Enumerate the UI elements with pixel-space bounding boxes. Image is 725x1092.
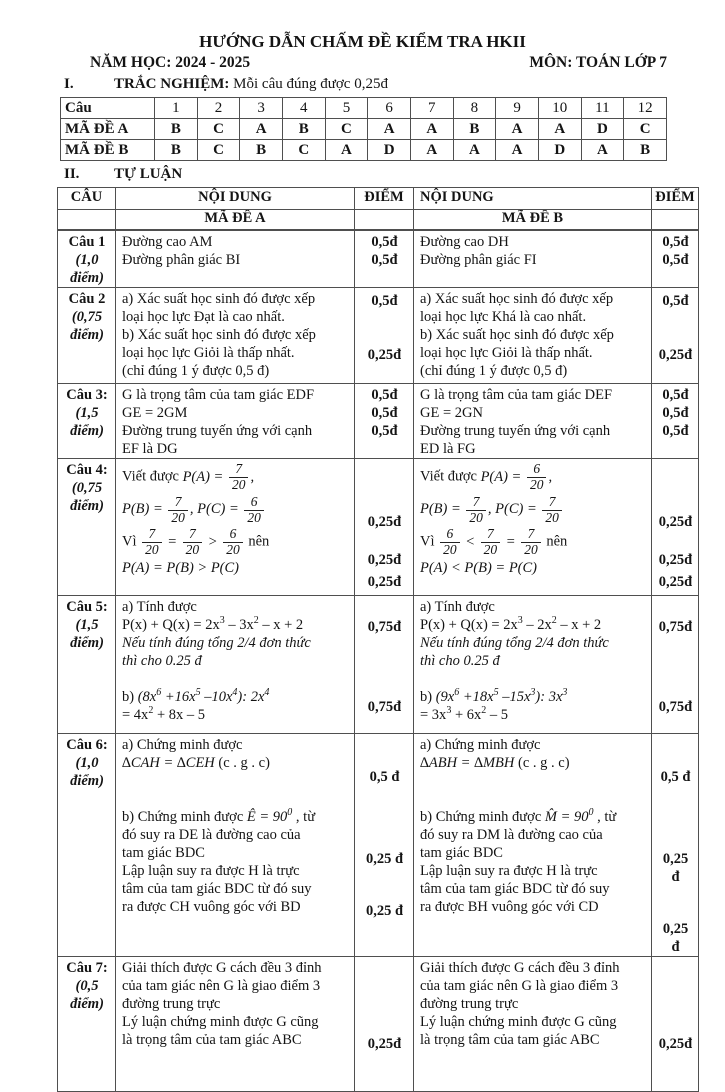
section-essay-heading	[64, 164, 725, 184]
score-value: 0,5đ	[371, 423, 398, 439]
score-a	[355, 384, 414, 459]
text-line: Câu 5:	[66, 599, 108, 615]
text-line: loại học lực Đạt là cao nhất.	[122, 309, 285, 325]
text-line	[420, 670, 646, 688]
score-value: 0,25 đ	[365, 851, 404, 867]
text-line: b) Xác suất học sinh đó được xếp	[122, 327, 316, 343]
text-line: a) Xác suất học sinh đó được xếp	[420, 291, 614, 307]
text-line: b) ($9x^6 +18x^5$ $-15x^3$): $3x^3$	[420, 687, 568, 705]
text-line: P(B) = $\frac{7}{20}$ , P(C) = $\frac{7}{20}$	[420, 494, 646, 527]
score-b	[652, 596, 699, 734]
empty-cell	[58, 210, 116, 231]
text-line: đường trung trực	[420, 996, 519, 1012]
score-a	[355, 230, 414, 288]
mc-cell: 2	[197, 98, 240, 119]
text-line: thì cho 0.25 đ	[420, 653, 500, 669]
answer-content-b	[414, 734, 652, 957]
score-value: 0,5đ	[662, 234, 689, 250]
text-line	[420, 790, 646, 808]
answer-content-b	[414, 459, 652, 596]
mc-cell: 8	[453, 98, 496, 119]
answer-content-a	[116, 288, 355, 384]
score-value: 0,5đ	[662, 387, 689, 403]
answer-content-b	[414, 384, 652, 459]
question-label	[58, 288, 116, 384]
text-line: tâm của tam giác BDC từ đó suy	[420, 881, 610, 897]
mc-cell: A	[581, 140, 624, 161]
section-title: TỰ LUẬN	[114, 166, 183, 182]
essay-header-score-b: ĐIỂM	[652, 188, 699, 210]
score-value: 0,25đ	[367, 574, 402, 590]
text-line: loại học lực Khá là cao nhất.	[420, 309, 587, 325]
answer-content-b	[414, 230, 652, 288]
score-a	[355, 957, 414, 1092]
essay-row-cau6	[58, 734, 699, 957]
text-line: Câu 6:	[66, 737, 108, 753]
text-line: tam giác BDC	[122, 845, 205, 861]
text-line: Lập luận suy ra được H là trực	[122, 863, 300, 879]
text-line: Đường trung tuyến ứng với cạnh	[122, 423, 313, 439]
mc-cell: 7	[410, 98, 453, 119]
mc-cell: A	[496, 140, 539, 161]
question-label	[58, 459, 116, 596]
text-line: b) Chứng minh được M̂ = $90^0$ , từ	[420, 807, 617, 825]
score-a	[355, 734, 414, 957]
text-line: P(B) = $\frac{7}{20}$ , P(C) = $\frac{6}{20}$	[122, 494, 349, 527]
score-a	[355, 288, 414, 384]
score-value: 0,5đ	[662, 423, 689, 439]
score-value: 0,5đ	[662, 405, 689, 421]
essay-code-b-label: MÃ ĐỀ B	[414, 210, 652, 231]
text-line: điểm)	[70, 498, 104, 514]
score-a	[355, 459, 414, 596]
text-line: = $3x^3 + 6x^2 - 5$	[420, 705, 508, 723]
text-line: Giải thích được G cách đều 3 đỉnh	[420, 960, 620, 976]
text-line: Câu 1	[68, 234, 106, 250]
text-line: (1,0	[75, 252, 99, 268]
text-line: (1,5	[75, 405, 99, 421]
mc-cell: C	[624, 119, 667, 140]
score-value: 0,5đ	[662, 252, 689, 268]
text-line: Đường cao AM	[122, 234, 213, 250]
text-line: của tam giác nên G là giao điểm 3	[420, 978, 619, 994]
text-line: ra được BH vuông góc với CD	[420, 899, 599, 915]
school-year: NĂM HỌC: 2024 - 2025	[90, 54, 251, 71]
text-line: của tam giác nên G là giao điểm 3	[122, 978, 321, 994]
score-b	[652, 957, 699, 1092]
score-value: 0,25đ	[367, 552, 402, 568]
mc-cell: B	[155, 140, 198, 161]
score-value: 0,25 đ	[662, 851, 689, 885]
score-value: 0,25đ	[367, 514, 402, 530]
text-line: điểm)	[70, 635, 104, 651]
text-line: Câu 7:	[66, 960, 108, 976]
mc-cell: 4	[282, 98, 325, 119]
text-line: Nếu tính đúng tổng 2/4 đơn thức	[420, 635, 609, 651]
question-label	[58, 230, 116, 288]
score-value: 0,25đ	[658, 552, 693, 568]
text-line	[420, 772, 646, 790]
score-value: 0,25đ	[658, 514, 693, 530]
text-line: thì cho 0.25 đ	[122, 653, 202, 669]
essay-row-cau2	[58, 288, 699, 384]
mc-cell: C	[197, 140, 240, 161]
text-line: Lý luận chứng minh được G cũng	[420, 1014, 617, 1030]
text-line: a) Chứng minh được	[420, 737, 541, 753]
multiple-choice-table	[60, 97, 667, 161]
text-line: a) Tính được	[122, 599, 197, 615]
text-line: (1,0	[75, 755, 99, 771]
text-line: (1,5	[75, 617, 99, 633]
text-line: ∆CAH = ∆CEH (c . g . c)	[122, 755, 270, 771]
text-line: Câu 4:	[66, 462, 108, 478]
essay-code-a-label: MÃ ĐỀ A	[116, 210, 355, 231]
text-line: Vì $\frac{6}{20}$ < $\frac{7}{20}$ = $\frac{7}{20}$ nên	[420, 526, 568, 558]
text-line: điểm)	[70, 423, 104, 439]
mc-question-numbers-row	[61, 98, 667, 119]
mc-cell: 6	[368, 98, 411, 119]
mc-code-b-label: MÃ ĐỀ B	[61, 140, 155, 161]
text-line: EF là DG	[122, 441, 178, 457]
text-line	[122, 670, 349, 688]
text-line: Vì $\frac{7}{20}$ = $\frac{7}{20}$ > $\frac{6}{20}$ nên	[122, 526, 270, 558]
section-number: I.	[64, 76, 74, 92]
text-line	[122, 772, 349, 790]
score-b	[652, 384, 699, 459]
score-value: 0,25đ	[367, 347, 402, 363]
score-value: 0,25 đ	[662, 921, 689, 955]
mc-cell: 3	[240, 98, 283, 119]
mc-cell: D	[581, 119, 624, 140]
text-line: Giải thích được G cách đều 3 đỉnh	[122, 960, 322, 976]
text-line: Viết được P(A) = $\frac{6}{20}$ ,	[420, 461, 553, 492]
subheader	[90, 53, 667, 73]
section-note: Mỗi câu đúng được 0,25đ	[229, 76, 388, 92]
mc-cell: C	[282, 140, 325, 161]
mc-cell: A	[538, 119, 581, 140]
text-line: Lý luận chứng minh được G cũng	[122, 1014, 319, 1030]
score-b	[652, 734, 699, 957]
mc-cell: D	[538, 140, 581, 161]
text-line: b) ($8x^6 +16x^5$ $-10x^4$): $2x^4$	[122, 687, 270, 705]
text-line: G là trọng tâm của tam giác DEF	[420, 387, 613, 403]
essay-header-row	[58, 188, 699, 210]
text-line: Viết được P(A) = $\frac{7}{20}$ ,	[122, 461, 255, 492]
text-line: GE = 2GM	[122, 405, 188, 421]
mc-cell: B	[240, 140, 283, 161]
text-line: a) Xác suất học sinh đó được xếp	[122, 291, 316, 307]
text-line: P(A) < P(B) = P(C)	[420, 560, 537, 577]
text-line: GE = 2GN	[420, 405, 483, 421]
mc-cell: A	[453, 140, 496, 161]
text-line	[122, 790, 349, 808]
essay-table	[57, 187, 699, 1092]
answer-content-b	[414, 288, 652, 384]
mc-cell: A	[496, 119, 539, 140]
text-line: loại học lực Giỏi là thấp nhất.	[420, 345, 593, 361]
subject: MÔN: TOÁN LỚP 7	[529, 54, 667, 71]
text-line: ra được CH vuông góc với BD	[122, 899, 301, 915]
text-line: là trọng tâm của tam giác ABC	[122, 1032, 302, 1048]
score-value: 0,25đ	[658, 574, 693, 590]
score-value: 0,5đ	[371, 405, 398, 421]
answer-content-a	[116, 230, 355, 288]
text-line: điểm)	[70, 270, 104, 286]
mc-cell: B	[453, 119, 496, 140]
document-title: HƯỚNG DẪN CHẤM ĐỀ KIỂM TRA HKII	[199, 32, 526, 51]
section-number: II.	[64, 166, 80, 182]
text-line: tam giác BDC	[420, 845, 503, 861]
text-line: Nếu tính đúng tổng 2/4 đơn thức	[122, 635, 311, 651]
mc-code-a-row	[61, 119, 667, 140]
answer-content-a	[116, 384, 355, 459]
section-multiple-choice-heading	[64, 74, 725, 94]
question-label	[58, 596, 116, 734]
answer-content-a	[116, 459, 355, 596]
text-line: đó suy ra DM là đường cao của	[420, 827, 603, 843]
text-line: Đường phân giác BI	[122, 252, 241, 268]
mc-cell: C	[325, 119, 368, 140]
mc-cell: B	[155, 119, 198, 140]
text-line: Đường phân giác FI	[420, 252, 537, 268]
text-line: đường trung trực	[122, 996, 221, 1012]
essay-code-header-row	[58, 210, 699, 231]
text-line: (0,75	[71, 480, 103, 496]
answer-content-b	[414, 596, 652, 734]
essay-row-cau3	[58, 384, 699, 459]
text-line: P(A) = P(B) > P(C)	[122, 560, 239, 577]
score-value: 0,75đ	[367, 619, 402, 635]
text-line: Câu 2	[68, 291, 106, 307]
empty-cell	[652, 210, 699, 231]
score-value: 0,5 đ	[369, 769, 400, 785]
text-line: $P(x) + Q(x) = 2x^3 - 2x^2 - x + 2$	[420, 615, 602, 633]
mc-cell: A	[410, 119, 453, 140]
essay-header-content-a: NỘI DUNG	[116, 188, 355, 210]
text-line: a) Tính được	[420, 599, 495, 615]
text-line: điểm)	[70, 996, 104, 1012]
score-value: 0,5 đ	[660, 769, 691, 785]
empty-cell	[355, 210, 414, 231]
essay-header-score-a: ĐIỂM	[355, 188, 414, 210]
mc-cell: 11	[581, 98, 624, 119]
text-line: là trọng tâm của tam giác ABC	[420, 1032, 600, 1048]
mc-code-a-label: MÃ ĐỀ A	[61, 119, 155, 140]
mc-cell: A	[325, 140, 368, 161]
essay-row-cau1	[58, 230, 699, 288]
mc-cell: B	[624, 140, 667, 161]
mc-code-b-row	[61, 140, 667, 161]
mc-cell: 9	[496, 98, 539, 119]
text-line: đó suy ra DE là đường cao của	[122, 827, 301, 843]
mc-cell: A	[410, 140, 453, 161]
text-line: a) Chứng minh được	[122, 737, 243, 753]
text-line: điểm)	[70, 773, 104, 789]
essay-header-cau: CÂU	[58, 188, 116, 210]
score-value: 0,5đ	[371, 252, 398, 268]
text-line: tâm của tam giác BDC từ đó suy	[122, 881, 312, 897]
answer-content-a	[116, 957, 355, 1092]
text-line: ED là FG	[420, 441, 476, 457]
text-line: điểm)	[70, 327, 104, 343]
question-label	[58, 957, 116, 1092]
essay-row-cau4	[58, 459, 699, 596]
score-value: 0,5đ	[371, 234, 398, 250]
essay-row-cau7	[58, 957, 699, 1092]
text-line: Câu 3:	[66, 387, 108, 403]
text-line: (chỉ đúng 1 ý được 0,5 đ)	[420, 363, 568, 379]
text-line: G là trọng tâm của tam giác EDF	[122, 387, 315, 403]
score-b	[652, 230, 699, 288]
score-value: 0,5đ	[371, 387, 398, 403]
text-line: $P(x) + Q(x) = 2x^3 - 3x^2 - x + 2$	[122, 615, 304, 633]
score-value: 0,5đ	[662, 293, 689, 309]
question-label	[58, 734, 116, 957]
mc-cell: 12	[624, 98, 667, 119]
text-line: ∆ABH = ∆MBH (c . g . c)	[420, 755, 570, 771]
essay-row-cau5	[58, 596, 699, 734]
essay-header-content-b: NỘI DUNG	[414, 188, 652, 210]
mc-cell: B	[282, 119, 325, 140]
mc-cell: A	[240, 119, 283, 140]
score-value: 0,25 đ	[365, 903, 404, 919]
mc-cell: D	[368, 140, 411, 161]
section-title: TRẮC NGHIỆM:	[114, 76, 230, 92]
score-value: 0,5đ	[371, 293, 398, 309]
mc-cell: 1	[155, 98, 198, 119]
score-value: 0,75đ	[367, 699, 402, 715]
answer-content-a	[116, 596, 355, 734]
score-a	[355, 596, 414, 734]
text-line: b) Xác suất học sinh đó được xếp	[420, 327, 614, 343]
text-line: Lập luận suy ra được H là trực	[420, 863, 598, 879]
score-value: 0,25đ	[367, 1036, 402, 1052]
score-value: 0,75đ	[658, 699, 693, 715]
score-value: 0,25đ	[658, 1036, 693, 1052]
score-value: 0,75đ	[658, 619, 693, 635]
question-label	[58, 384, 116, 459]
score-b	[652, 288, 699, 384]
score-value: 0,25đ	[658, 347, 693, 363]
mc-cell: A	[368, 119, 411, 140]
answer-content-a	[116, 734, 355, 957]
text-line: = $4x^2 + 8x - 5$	[122, 705, 205, 723]
text-line: Đường trung tuyến ứng với cạnh	[420, 423, 611, 439]
text-line: Đường cao DH	[420, 234, 509, 250]
text-line: (chỉ đúng 1 ý được 0,5 đ)	[122, 363, 270, 379]
mc-row-header: Câu	[61, 98, 155, 119]
mc-cell: 5	[325, 98, 368, 119]
text-line: b) Chứng minh được Ê = $90^0$ , từ	[122, 807, 316, 825]
mc-cell: 10	[538, 98, 581, 119]
text-line: loại học lực Giỏi là thấp nhất.	[122, 345, 295, 361]
mc-cell: C	[197, 119, 240, 140]
text-line: (0,75	[71, 309, 103, 325]
text-line: (0,5	[75, 978, 99, 994]
answer-content-b	[414, 957, 652, 1092]
score-b	[652, 459, 699, 596]
